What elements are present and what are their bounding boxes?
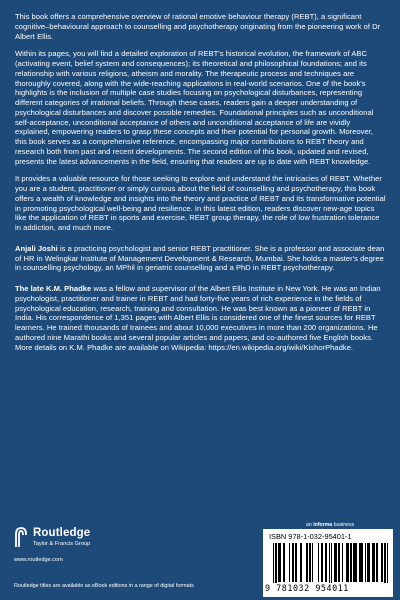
barcode-bar <box>346 543 350 582</box>
author-bio-joshi <box>15 244 387 273</box>
author-name: The late K.M. Phadke <box>15 284 92 293</box>
back-cover-text <box>15 12 387 360</box>
barcode-bar <box>306 543 308 582</box>
publisher-group: Taylor & Francis Group <box>33 541 91 547</box>
barcode-bar <box>338 543 339 582</box>
publisher-website: www.routledge.com <box>14 557 63 563</box>
barcode-bar <box>365 543 366 582</box>
barcode-bar <box>342 543 343 582</box>
barcode-bar <box>350 543 351 582</box>
blurb-main: Within its pages, you will find a detailed exploration of REBT's historical evolution, the framework of ABC (activating event, belief system and consequences); its theoretical and philosophical foundations; and its relationship with various religions, atheism and morality. The therapeutic process and techniques are thoroughly covered, along with the wide-reaching applications in real-world scenarios. One of the book's highlights is the inclusion of multiple case studies focusing on psychological disturbances, representing different categories of irrational beliefs. Through these cases, readers gain a deeper understanding of psychological disturbances and discover possible remedies. Foundational principles such as unconditional self-acceptance, unconditional acceptance of others and unconditional acceptance of life are vividly explained, empowering readers to grasp these concepts and their potential for personal growth. Moreover, this book serves as a comprehensive reference, encompassing major contributions to REBT theory and research both from past and recent developments. The second edition of this book, updated and revised, presents the latest advancements in the field, ensuring that readers are up to date with REBT knowledge. <box>15 49 374 166</box>
barcode-bar <box>275 543 276 587</box>
barcode-bar <box>321 543 322 582</box>
barcode-bar <box>283 543 285 582</box>
barcode-bar <box>312 543 313 582</box>
isbn-barcode <box>263 529 393 597</box>
barcode-bar <box>359 543 363 582</box>
author-bio-phadke <box>15 284 387 352</box>
barcode-bar <box>384 543 385 587</box>
barcode-bar <box>278 543 282 582</box>
author-bio: is a practicing psychologist and senior REBT practitioner. She is a professor and associate dean of HR in Welingkar Institute of Management Development & Research, Mumbai. She holds a master's degree in counselling psychology, an MPhil in geriatric counselling and a PhD in REBT psychotherapy. <box>15 243 385 273</box>
publisher-logo <box>14 526 144 556</box>
barcode-bar <box>367 543 369 582</box>
routledge-logo-icon <box>14 526 28 548</box>
author-bio: was a fellow and supervisor of the Albert Ellis Institute in New York. He was an Indian psychologist, practitioner and trainer in REBT and had forty-five years of rich experience in the fields of psychological education, research, training and consultation. He was best known as a pioneer of REBT in India. His correspondence of 1,351 pages with Albert Ellis is considered one of the finest sources for REBT learners. He trained thousands of trainees and about 10,000 executives in more than 200 organizations. He authored nine Marathi books and several popular articles and papers, and co-authored five English books. More details on K.M. Phadke are available on Wikipedia: https://en.wikipedia.org/wiki/KishorPhadke. <box>15 284 381 352</box>
barcode-bar <box>289 543 290 582</box>
barcode-bar <box>295 543 297 582</box>
barcode-bar <box>334 543 338 582</box>
blurb-intro: This book offers a comprehensive overview of rational emotive behaviour therapy (REBT), a significant cognitive–behavioural approach to counselling and psychotherapy originating from the pioneering work of Dr Albert Ellis. <box>15 12 381 41</box>
barcode-bar <box>309 543 310 582</box>
barcode-bar <box>331 543 332 587</box>
blurb-resource: It provides a valuable resource for those seeking to explore and understand the intricacies of REBT. Whether you are a student, practitioner or simply curious about the field of counselling and psychotherapy, this book offers a wealth of knowledge and insights into the theory and practice of REBT and its transformative potential in promoting psychological well-being and resilience. In this latest edition, readers discover new-age topics like the application of REBT in sports and exercise, REBT group therapy, the role of low frustration tolerance in addiction, and much more. <box>15 174 386 232</box>
barcode-bar <box>353 543 357 582</box>
barcode-bar <box>273 543 274 587</box>
barcode-bar <box>376 543 378 582</box>
cover-footer <box>0 520 400 600</box>
barcode-bar <box>325 543 327 582</box>
author-name: Anjali Joshi <box>15 243 58 253</box>
informa-business-mark: an informa business <box>306 522 355 528</box>
barcode-bar <box>300 543 302 582</box>
barcode-bar <box>387 543 388 587</box>
isbn-label: ISBN 978-1-032-95401-1 <box>269 532 352 541</box>
barcode-bar <box>329 543 330 587</box>
barcode-bar <box>372 543 374 582</box>
barcode-bars <box>273 543 388 582</box>
barcode-digits: 9 781032 954011 <box>265 583 391 593</box>
publisher-name: Routledge <box>33 527 91 539</box>
ebook-note: Routledge titles are available as eBook editions in a range of digital formats <box>14 583 194 589</box>
barcode-bar <box>292 543 293 582</box>
barcode-bar <box>381 543 383 582</box>
barcode-bar <box>318 543 319 582</box>
